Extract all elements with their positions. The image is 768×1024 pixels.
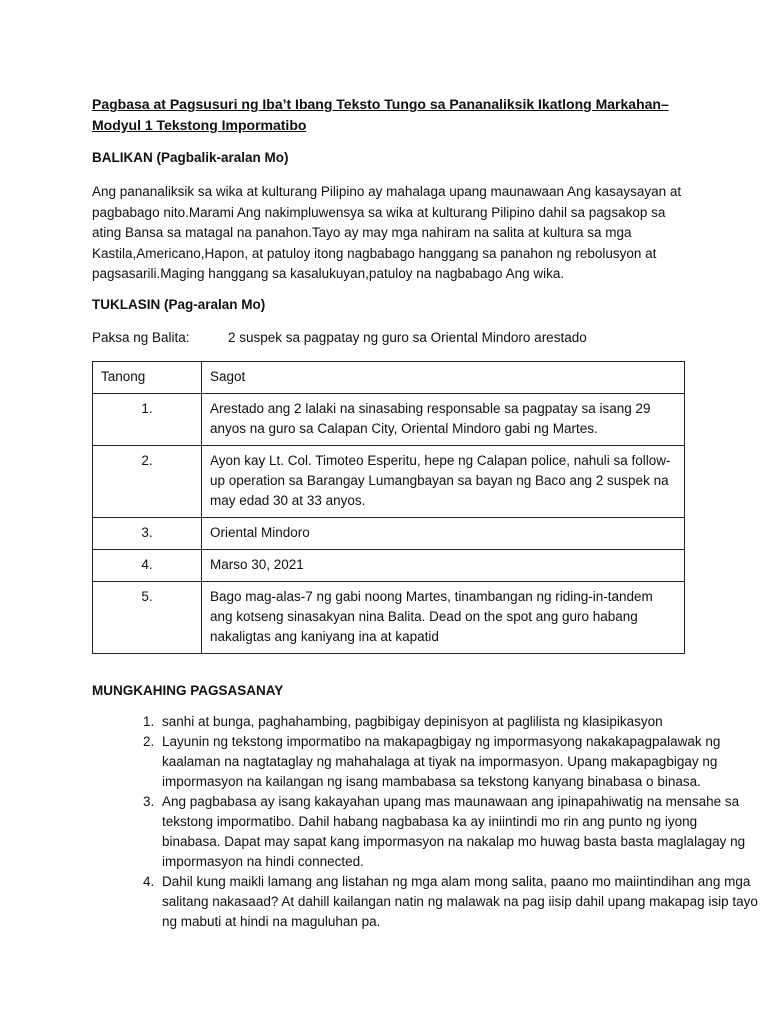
list-item: 1. sanhi at bunga, paghahambing, pagbibigay depinisyon at paglilista ng klasipikasyon — [158, 712, 758, 732]
list-item: 4. Dahil kung maikli lamang ang listahan ng mga alam mong salita, paano mo maiintindihan ang mga salitang nakasaad? At dahill kailangan natin ng malawak na pag iisip dahil upang makapag isip tayo ng mabuti at hindi na maguluhan pa. — [158, 872, 758, 932]
row-answer: Arestado ang 2 lalaki na sinasabing responsable sa pagpatay sa isang 29 anyos na guro sa Calapan City, Oriental Mindoro gabi ng Martes. — [202, 394, 685, 446]
row-answer: Marso 30, 2021 — [202, 550, 685, 582]
header-sagot: Sagot — [202, 362, 685, 394]
qa-table — [92, 361, 685, 654]
row-answer: Ayon kay Lt. Col. Timoteo Esperitu, hepe ng Calapan police, nahuli sa follow-up operation sa Barangay Lumangbayan sa bayan ng Baco ang 2 suspek na may edad 30 at 33 anyos. — [202, 446, 685, 518]
table-header-row — [93, 362, 685, 394]
table-row — [93, 394, 685, 446]
tuklasin-heading: TUKLASIN (Pag-aralan Mo) — [92, 297, 266, 312]
row-number: 2. — [93, 446, 202, 518]
topic-value: 2 suspek sa pagpatay ng guro sa Oriental Mindoro arestado — [228, 330, 587, 345]
topic-line — [92, 330, 692, 345]
table-row — [93, 550, 685, 582]
row-number: 1. — [93, 394, 202, 446]
list-item: 3. Ang pagbabasa ay isang kakayahan upang mas maunawaan ang ipinapahiwatig na mensahe sa tekstong impormatibo. Dahil habang nagbabasa ka ay iniintindi mo rin ang punto ng iyong binabasa. Dapat may sapat kang impormasyon na nakalap mo huwag basta basta maglalagay ng impormasyon na hindi connected. — [158, 792, 758, 872]
row-answer: Bago mag-alas-7 ng gabi noong Martes, tinambangan ng riding-in-tandem ang kotseng sinasakyan nina Balita. Dead on the spot ang guro habang nakaligtas ang kaniyang ina at kapatid — [202, 582, 685, 654]
document-title: Pagbasa at Pagsusuri ng Iba’t Ibang Teksto Tungo sa Pananaliksik Ikatlong Markahan– Modyul 1 Tekstong Impormatibo — [92, 96, 669, 133]
exercise-list — [92, 712, 758, 932]
mungkahi-heading: MUNGKAHING PAGSASANAY — [92, 683, 284, 698]
row-number: 5. — [93, 582, 202, 654]
balikan-paragraph: Ang pananaliksik sa wika at kulturang Pilipino ay mahalaga upang maunawaan Ang kasaysayan at pagbabago nito.Marami Ang nakimpluwensya sa wika at kulturang Pilipino dahil sa pagsakop sa ating Bansa sa matagal na panahon.Tayo ay may mga nahiram na salita at kultura sa mga Kastila,Americano,Hapon, at patuloy itong nagbabago hanggang sa panahon ng rebolusyon at pagsasarili.Maging hanggang sa kasalukuyan,patuloy na nagbabago Ang wika. — [92, 184, 682, 281]
row-number: 3. — [93, 518, 202, 550]
table-row — [93, 446, 685, 518]
table-row — [93, 518, 685, 550]
row-answer: Oriental Mindoro — [202, 518, 685, 550]
header-tanong: Tanong — [93, 362, 202, 394]
balikan-heading: BALIKAN (Pagbalik-aralan Mo) — [92, 150, 289, 165]
list-item: 2. Layunin ng tekstong impormatibo na makapagbigay ng impormasyong nakakapagpalawak ng kaalaman na nagtataglay ng mahahalaga at tiyak na impormasyon. Upang makapagbigay ng impormasyon na kailangan ng isang mambabasa sa tekstong kanyang binabasa o binasa. — [158, 732, 758, 792]
topic-label: Paksa ng Balita: — [92, 330, 190, 345]
table-row — [93, 582, 685, 654]
row-number: 4. — [93, 550, 202, 582]
